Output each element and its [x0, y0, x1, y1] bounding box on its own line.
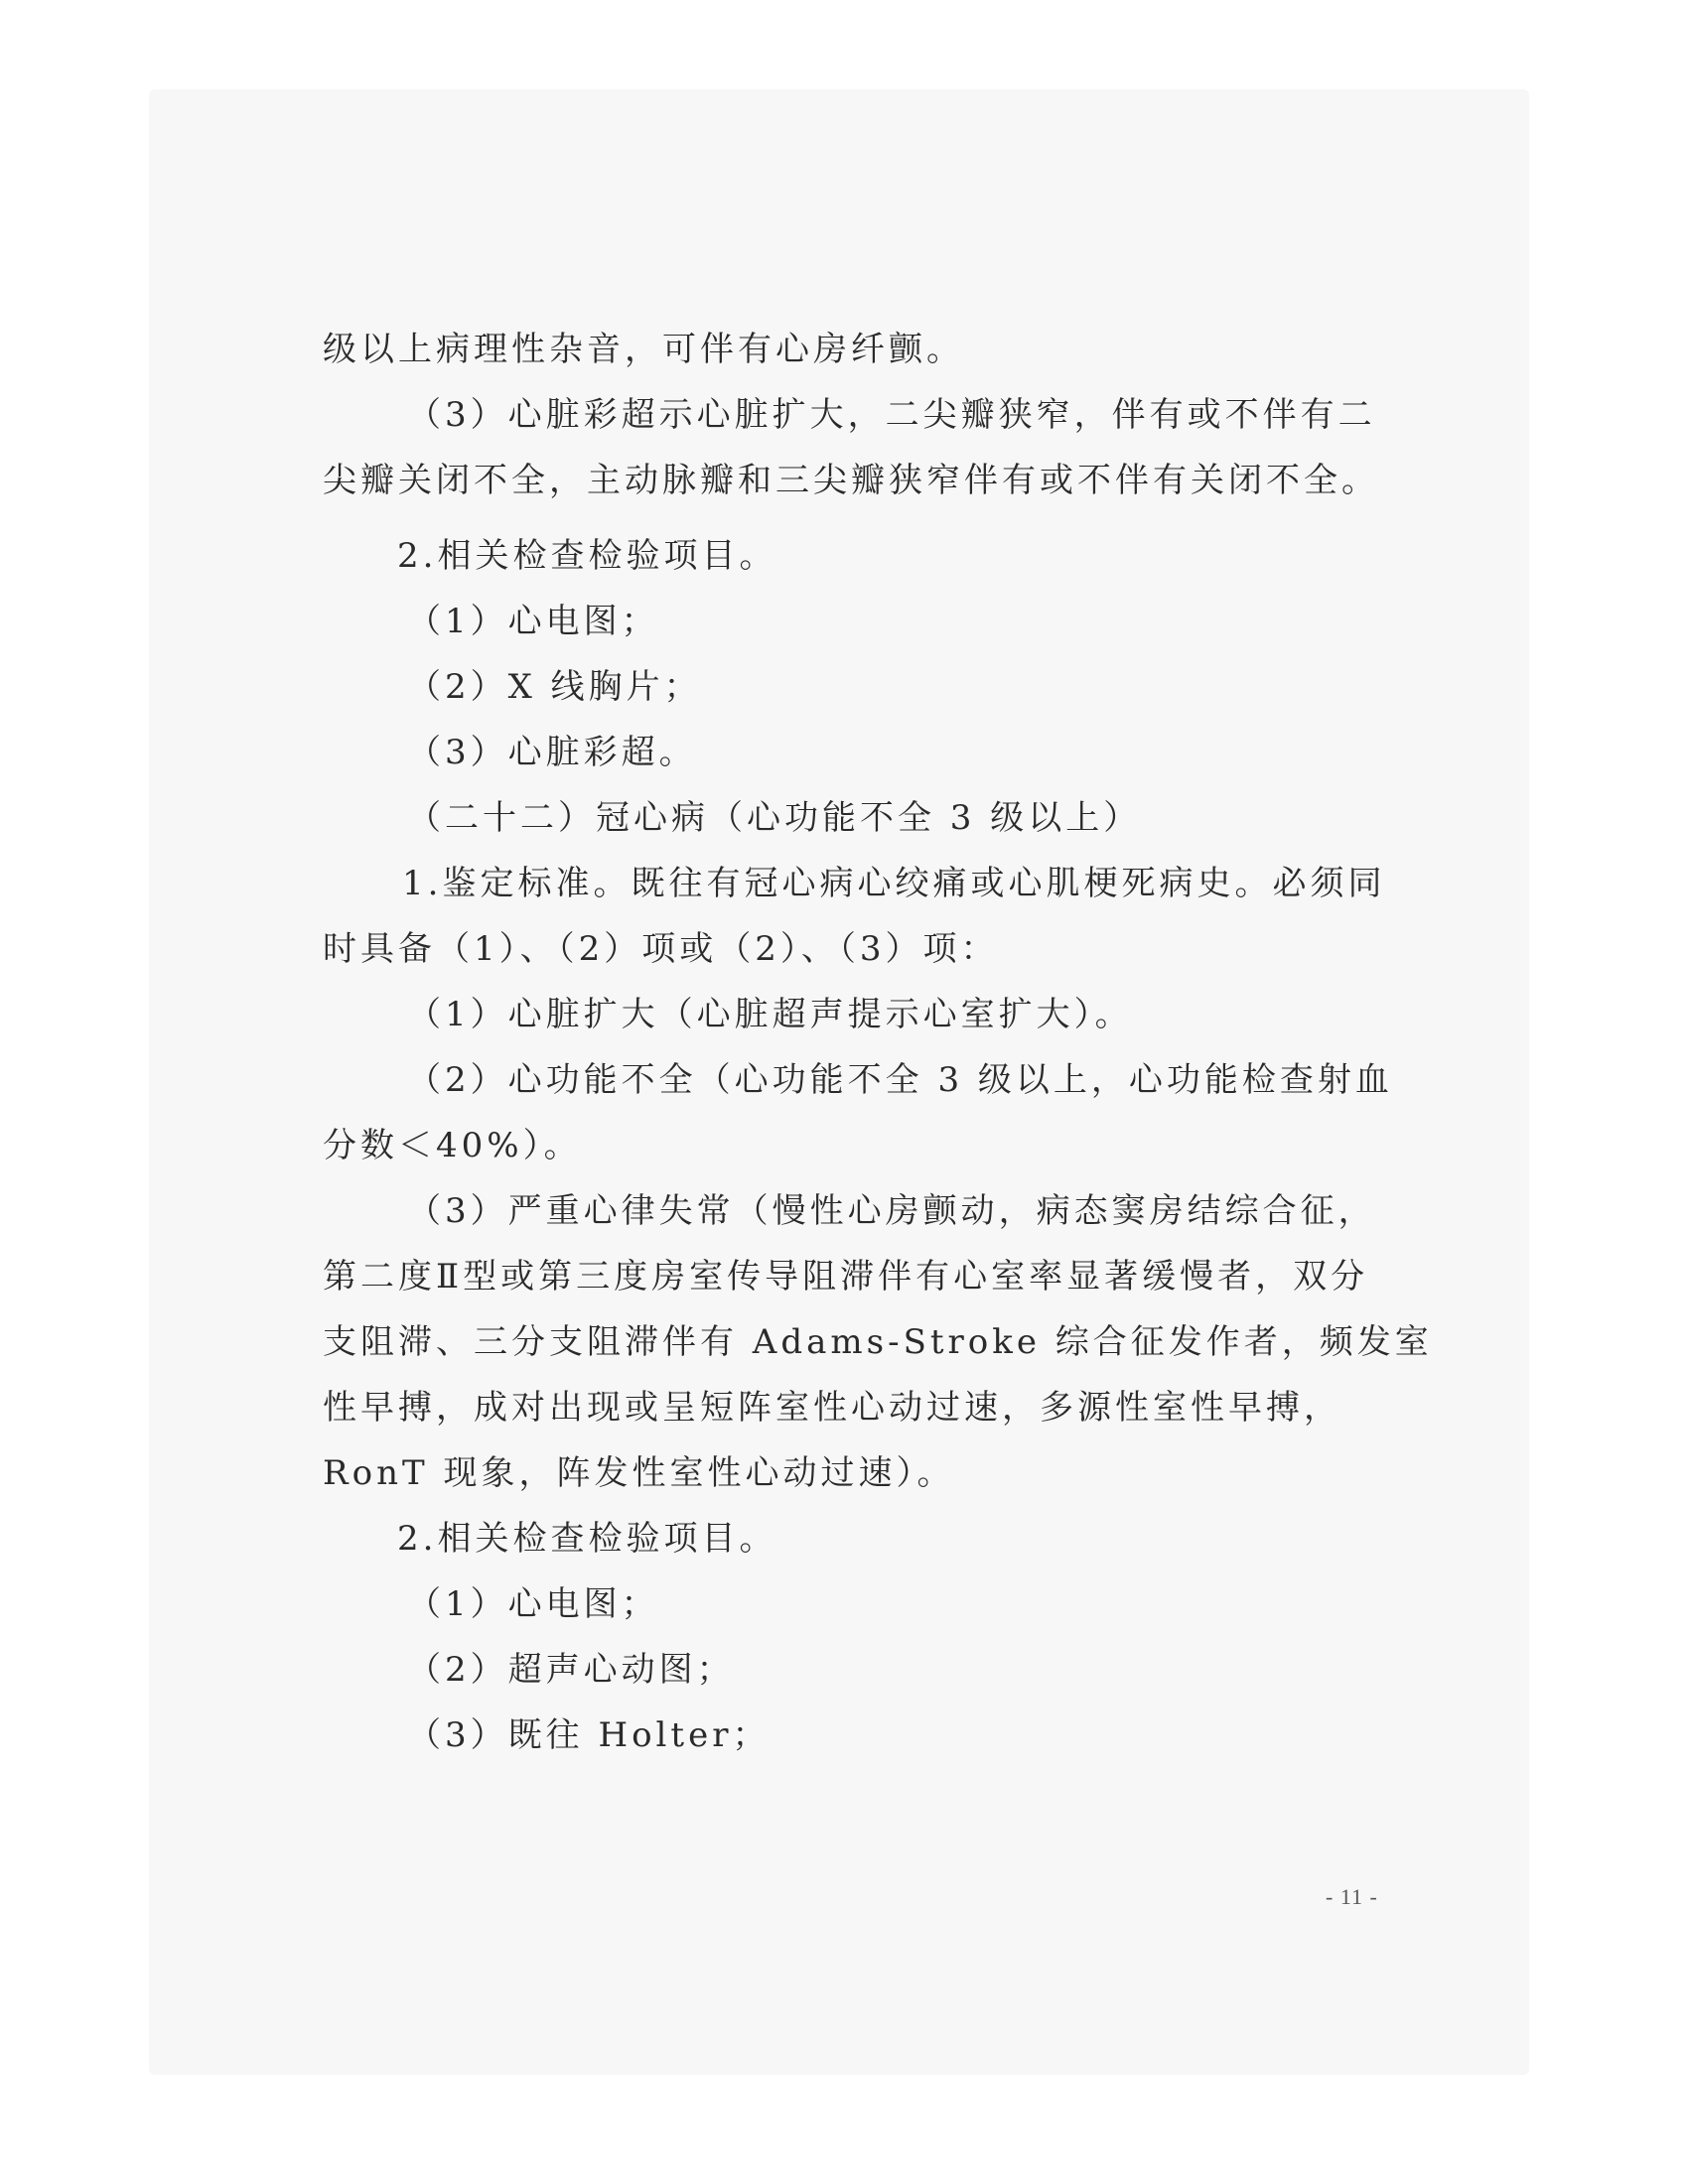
text-line: 分数＜40%）。 — [323, 1126, 582, 1165]
list-item: （3）既往 Holter； — [407, 1715, 771, 1755]
text-line: 性早搏，成对出现或呈短阵室性心动过速，多源性室性早搏， — [323, 1388, 1341, 1428]
page-number: - 11 - — [1326, 1884, 1378, 1909]
list-item: （1）心脏扩大（心脏超声提示心室扩大）。 — [407, 995, 1133, 1034]
text-line: 尖瓣关闭不全，主动脉瓣和三尖瓣狭窄伴有或不伴有关闭不全。 — [323, 461, 1379, 500]
text-line: 第二度Ⅱ型或第三度房室传导阻滞伴有心室率显著缓慢者，双分 — [323, 1257, 1369, 1297]
text-line: 1.鉴定标准。既往有冠心病心绞痛或心肌梗死病史。必须同 — [402, 864, 1386, 903]
list-item: （1）心电图； — [407, 602, 659, 641]
text-line: 支阻滞、三分支阻滞伴有 Adams-Stroke 综合征发作者，频发室 — [323, 1322, 1433, 1362]
section-heading: 2.相关检查检验项目。 — [397, 536, 777, 576]
text-line: RonT 现象，阵发性室性心动过速）。 — [323, 1453, 955, 1493]
list-item: （3）严重心律失常（慢性心房颤动，病态窦房结综合征， — [407, 1191, 1376, 1231]
list-item: （3）心脏彩超。 — [407, 733, 697, 772]
text-line: 级以上病理性杂音，可伴有心房纤颤。 — [323, 330, 964, 369]
list-item: （2）超声心动图； — [407, 1650, 735, 1690]
list-item: （1）心电图； — [407, 1584, 659, 1624]
section-heading: 2.相关检查检验项目。 — [397, 1519, 777, 1559]
section-title: （二十二）冠心病（心功能不全 3 级以上） — [407, 798, 1142, 838]
list-item: （2）心功能不全（心功能不全 3 级以上，心功能检查射血 — [407, 1060, 1393, 1100]
list-item: （2）X 线胸片； — [407, 667, 702, 707]
text-line: 时具备（1）、（2）项或（2）、（3）项： — [323, 929, 999, 969]
text-line: （3）心脏彩超示心脏扩大，二尖瓣狭窄，伴有或不伴有二 — [407, 395, 1376, 435]
